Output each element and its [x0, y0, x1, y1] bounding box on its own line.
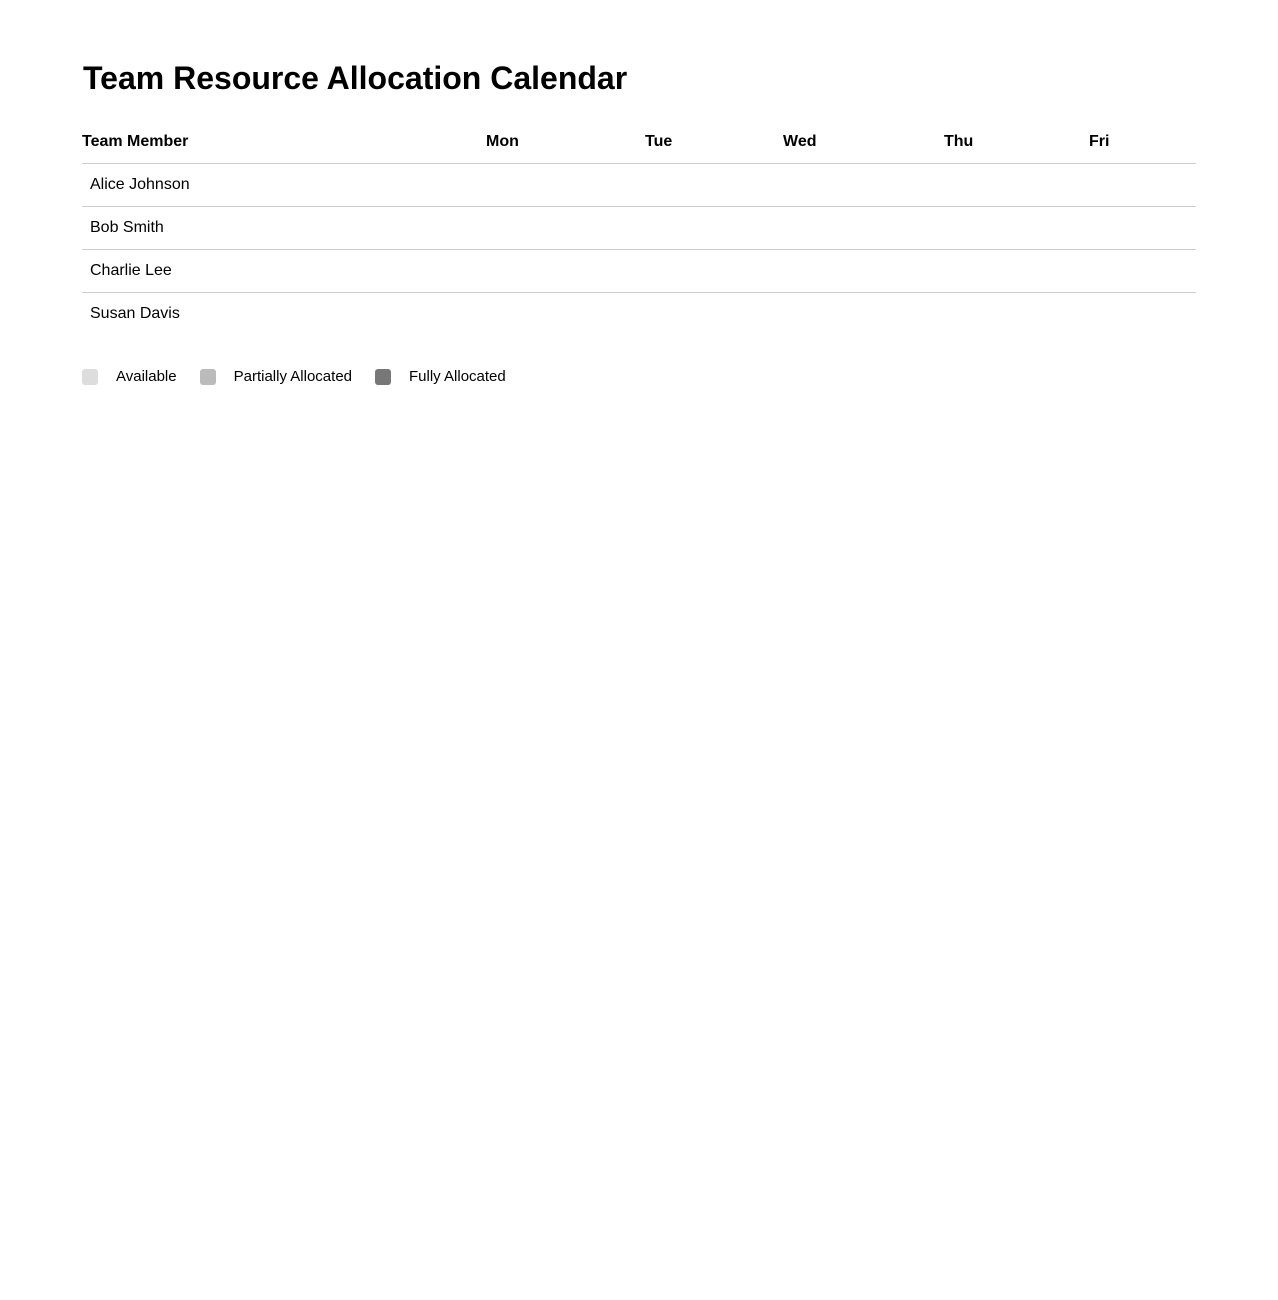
cell-mon[interactable]	[484, 293, 643, 336]
cell-fri[interactable]	[1086, 250, 1196, 293]
table-header-row	[82, 120, 1196, 164]
fully-allocated-swatch	[375, 369, 391, 385]
cell-wed[interactable]	[781, 250, 942, 293]
member-name: Susan Davis	[90, 305, 180, 322]
column-header-wed: Wed	[781, 120, 942, 164]
cell-fri[interactable]	[1086, 293, 1196, 336]
cell-tue[interactable]	[643, 164, 781, 207]
cell-tue[interactable]	[643, 250, 781, 293]
table-row	[82, 164, 1196, 207]
column-header-thu: Thu	[942, 120, 1086, 164]
available-swatch	[82, 369, 98, 385]
legend-item-available	[82, 368, 177, 386]
cell-fri[interactable]	[1086, 207, 1196, 250]
legend-label: Fully Allocated	[409, 368, 506, 385]
cell-mon[interactable]	[484, 164, 643, 207]
member-name: Charlie Lee	[82, 250, 484, 293]
allocation-table	[82, 120, 1196, 335]
legend-label: Partially Allocated	[233, 368, 353, 385]
table-row	[82, 250, 1196, 293]
partially-allocated-swatch	[200, 369, 216, 385]
legend-item-partially-allocated	[200, 368, 352, 386]
cell-wed[interactable]	[781, 207, 942, 250]
cell-thu[interactable]	[942, 293, 1086, 336]
legend-label: Available	[116, 368, 177, 385]
cell-wed[interactable]	[781, 164, 942, 207]
cell-mon[interactable]	[484, 250, 643, 293]
cell-tue[interactable]	[643, 207, 781, 250]
table-row	[82, 207, 1196, 250]
cell-wed[interactable]	[781, 293, 942, 336]
cell-mon[interactable]	[484, 207, 643, 250]
cell-fri[interactable]	[1086, 164, 1196, 207]
member-name: Alice Johnson	[82, 164, 484, 207]
legend-item-fully-allocated	[375, 368, 506, 386]
page-title: Team Resource Allocation Calendar	[83, 60, 628, 96]
table-row	[82, 293, 1196, 336]
member-name: Bob Smith	[82, 207, 484, 250]
cell-thu[interactable]	[942, 164, 1086, 207]
legend	[82, 368, 529, 386]
cell-tue[interactable]	[643, 293, 781, 336]
cell-thu[interactable]	[942, 250, 1086, 293]
cell-thu[interactable]	[942, 207, 1086, 250]
column-header-team-member: Team Member	[82, 120, 484, 164]
column-header-fri: Fri	[1086, 120, 1196, 164]
column-header-mon: Mon	[484, 120, 643, 164]
column-header-tue: Tue	[643, 120, 781, 164]
